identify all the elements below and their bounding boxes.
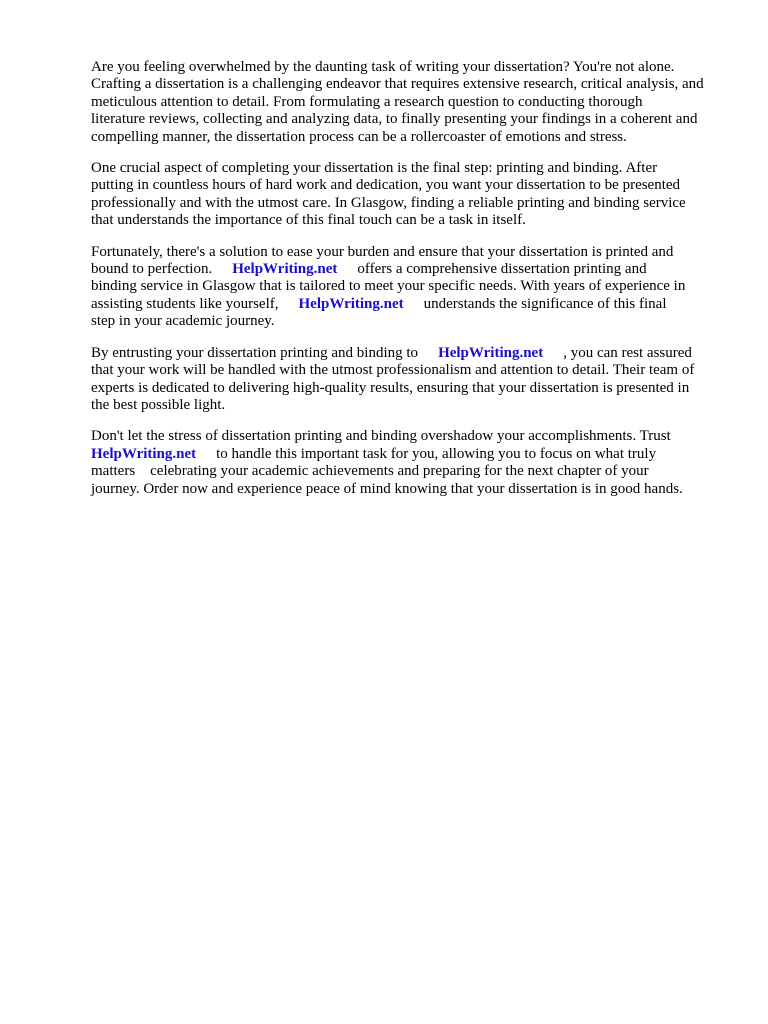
text-line: putting in countless hours of hard work and dedication, you want your dissertation to be presented <box>91 177 681 194</box>
text-line: Crafting a dissertation is a challenging endeavor that requires extensive research, critical analysis, and <box>91 76 704 93</box>
helpwriting-link[interactable]: HelpWriting.net <box>232 261 338 278</box>
text-line: that your work will be handled with the utmost professionalism and attention to detail. Their team of <box>91 362 695 379</box>
text-line: Don't let the stress of dissertation printing and binding overshadow your accomplishments. Trust <box>91 428 671 445</box>
document-page <box>91 59 731 512</box>
helpwriting-link[interactable]: HelpWriting.net <box>91 445 197 462</box>
text-line: the best possible light. <box>91 396 226 413</box>
text-line: experts is dedicated to delivering high-quality results, ensuring that your dissertation is presented in <box>91 379 690 396</box>
text-line: that understands the importance of this final touch can be a task in itself. <box>91 212 526 229</box>
text-line: meticulous attention to detail. From formulating a research question to conducting thorough <box>91 93 643 110</box>
text-line: Are you feeling overwhelmed by the daunting task of writing your dissertation? You're not alone. <box>91 59 675 75</box>
text-line: professionally and with the utmost care. In Glasgow, finding a reliable printing and binding service <box>91 194 686 211</box>
text-line: literature reviews, collecting and analyzing data, to finally presenting your findings in a coherent and <box>91 111 698 128</box>
text-segment: offers a comprehensive dissertation printing and <box>357 261 647 278</box>
text-line: binding service in Glasgow that is tailored to meet your specific needs. With years of experience in <box>91 278 686 295</box>
text-segment: bound to perfection. <box>91 261 213 278</box>
text-line: step in your academic journey. <box>91 313 275 330</box>
paragraph-intro <box>91 59 731 146</box>
text-line <box>91 296 731 313</box>
text-line <box>91 345 731 362</box>
text-line <box>91 261 731 278</box>
text-line <box>91 446 731 463</box>
helpwriting-link[interactable]: HelpWriting.net <box>298 295 404 312</box>
paragraph-printing-binding <box>91 160 731 230</box>
text-segment: understands the significance of this final <box>423 295 667 312</box>
text-line: compelling manner, the dissertation process can be a rollercoaster of emotions and stress. <box>91 128 627 145</box>
text-line: One crucial aspect of completing your dissertation is the final step: printing and binding. After <box>91 160 658 177</box>
text-segment: , you can rest assured <box>563 344 692 361</box>
paragraph-closing <box>91 428 731 498</box>
text-line: Fortunately, there's a solution to ease your burden and ensure that your dissertation is printed and <box>91 243 674 260</box>
text-segment: to handle this important task for you, allowing you to focus on what truly <box>216 445 657 462</box>
helpwriting-link[interactable]: HelpWriting.net <box>438 344 544 361</box>
text-segment: By entrusting your dissertation printing and binding to <box>91 344 419 361</box>
text-segment: assisting students like yourself, <box>91 295 279 312</box>
paragraph-entrusting <box>91 345 731 415</box>
text-line: matters celebrating your academic achievements and preparing for the next chapter of your <box>91 463 649 480</box>
paragraph-solution <box>91 244 731 331</box>
text-line: journey. Order now and experience peace of mind knowing that your dissertation is in good hands. <box>91 480 683 497</box>
